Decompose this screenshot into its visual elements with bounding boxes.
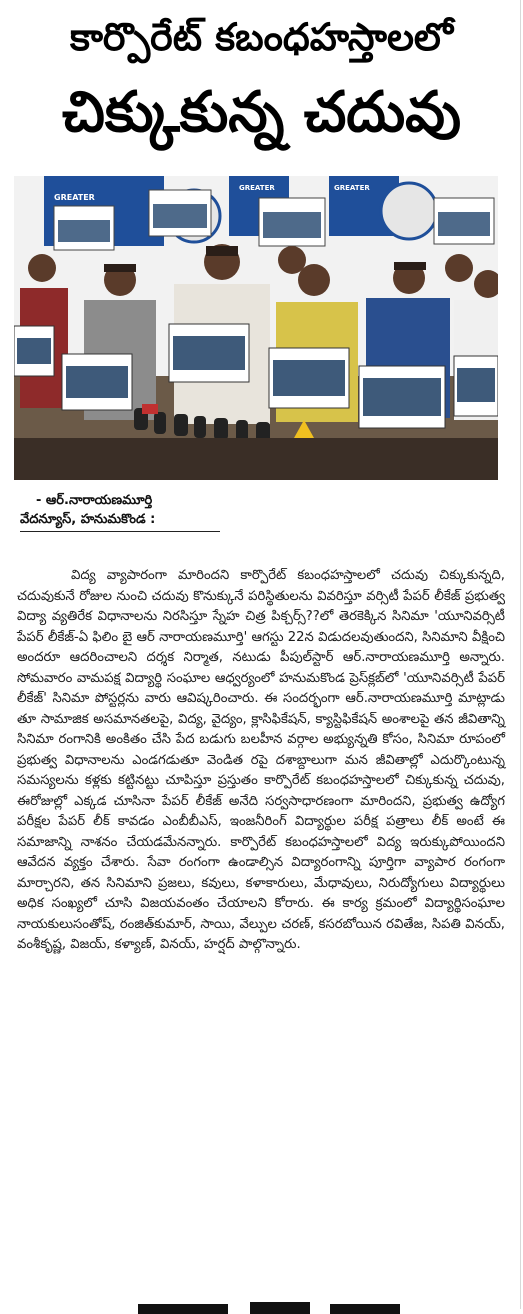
next-headline-fragment [130,1294,430,1314]
svg-text:GREATER: GREATER [239,184,275,192]
headline-line-1: కార్పొరేట్ కబంధహస్తాలలో [69,15,453,59]
cutoff-text-shape [130,1294,430,1314]
article-body [17,566,505,956]
press-conference-illustration [14,176,498,480]
article-paragraph: విద్య వ్యాపారంగా మారిందని కార్పొరేట్ కబంధహస్తాలలో చదువు చిక్కుకున్నది, చదువుకునే రోజుల నుంచి చదువు కొనుక్కునే పరిస్థితులను వివరిస్తూ వర్సిటీ పేపర్ లీకేజ్ ప్రభుత్వ విద్యా వ్యతిరేక విధానాలను నిరసిస్తూ స్నేహ చిత్ర పిక్చర్స్??లో తెరకెక్కిన సినిమా 'యూనివర్సిటీ పేపర్ లీకేజ్-ఏ ఫిలిం బై ఆర్ నారాయణమూర్తి' ఆగస్టు 22న విడుదలవుతుందని, సినిమాని వీక్షించి అందరూ ఆదరించాలని దర్శక నిర్మాత, నటుడు పీపుల్‌స్టార్ ఆర్.నారాయణమూర్తి అన్నారు. సోమవారం వామపక్ష విద్యార్థి సంఘాల ఆధ్వర్యంలో హనుమకొండ ప్రెస్‌క్లబ్‌లో 'యూనివర్సిటీ పేపర్ లీకేజ్' సినిమా పోస్టర్లను వారు ఆవిష్కరించారు. ఈ సందర్భంగా ఆర్.నారాయణమూర్తి మాట్లాడు తూ సామాజిక అసమానతలపై, విద్య, వైద్యం, క్లాసిఫికేషన్, క్యాస్టిఫికేషన్ అంశాలపై తన జీవితాన్ని సినిమా రంగానికి అంకితం చేసి పేద బడుగు బలహీన వర్గాల అభ్యున్నతి కోసం, సినిమా రూపంలో ప్రభుత్వ విధానాలను ఎండగడుతూ వెండిత రపై దశాబ్దాలుగా మన జీవితాల్లో ఎదుర్కొంటున్న సమస్యలను కళ్లకు కట్టినట్టు చూపిస్తూ ప్రస్తుతం కార్పొరేట్ కబంధహస్తాలలో చిక్కుకున్న చదువు, ఈరోజుల్లో ఎక్కడ చూసినా పేపర్ లీకేజ్ అనేది సర్వసాధారణంగా మారిందని, ప్రభుత్వ ఉద్యోగ పరీక్షల పేపర్ లీక్ కావడం ఎంబీబీఎస్, ఇంజనీరింగ్ విద్యార్థుల పరీక్ష పత్రాలు లీక్ అంటే ఈ సమాజాన్ని నాశనం చేయడమేనన్నారు. కార్పొరేట్ కబంధహస్తాలలో విద్య ఇరుక్కుపోయిందని ఆవేదన వ్యక్తం చేశారు. సేవా రంగంగా ఉండాల్సిన విద్యారంగాన్ని పూర్తిగా వ్యాపార రంగంగా మార్చారని, తన సినిమాని ప్రజలు, కవులు, కళాకారులు, మేధావులు, నిరుద్యోగులు విద్యార్థులు అధిక సంఖ్యలో చూసి విజయవంతం చేయాలని కోరారు. ఈ కార్య క్రమంలో విద్యార్థిసంఘాల నాయకులుసంతోష్, రంజిత్‌కుమార్, సాయి, వేల్పుల చరణ్, కసరబోయిన రవితేజ, సిపతి వినయ్, వంశీకృష్ణ, విజయ్, కళ్యాణ్, వినయ్, హర్షద్ పాల్గొన్నారు. [17,568,505,952]
byline [20,491,220,532]
svg-text:GREATER: GREATER [334,184,370,192]
headline-line-2: చిక్కుకున్న చదువు [61,80,462,145]
page-border [520,0,521,1309]
byline-author: - ఆర్.నారాయణమూర్తి [36,493,153,508]
svg-text:GREATER: GREATER [54,193,95,202]
press-conference-photo [14,176,498,480]
byline-dateline: వేదన్యూస్, హనుమకొండ : [20,510,220,532]
